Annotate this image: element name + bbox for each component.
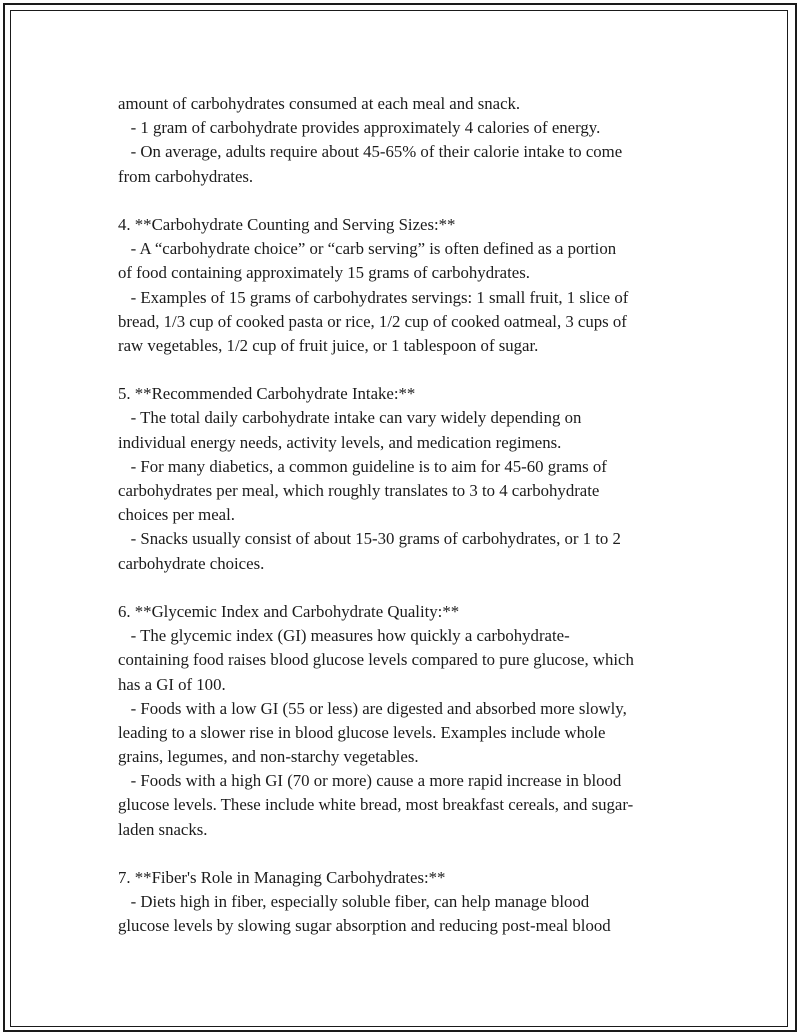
text-line: - A “carbohydrate choice” or “carb serving” is often defined as a portion bbox=[118, 239, 617, 259]
document-body bbox=[118, 92, 688, 939]
text-line: - On average, adults require about 45-65% of their calorie intake to come bbox=[118, 142, 623, 162]
text-line: 6. **Glycemic Index and Carbohydrate Quality:** bbox=[118, 601, 460, 621]
text-line: 5. **Recommended Carbohydrate Intake:** bbox=[118, 384, 416, 404]
text-line: from carbohydrates. bbox=[118, 166, 254, 186]
text-line: bread, 1/3 cup of cooked pasta or rice, 1/2 cup of cooked oatmeal, 3 cups of bbox=[118, 311, 627, 331]
text-line: - Diets high in fiber, especially soluble fiber, can help manage blood bbox=[118, 892, 590, 912]
paragraph-spacer bbox=[118, 358, 688, 382]
text-line: - Examples of 15 grams of carbohydrates servings: 1 small fruit, 1 slice of bbox=[118, 287, 629, 307]
text-line: - Foods with a high GI (70 or more) cause a more rapid increase in blood bbox=[118, 771, 622, 791]
text-line: - Snacks usually consist of about 15-30 grams of carbohydrates, or 1 to 2 bbox=[118, 529, 621, 549]
text-line: glucose levels. These include white bread, most breakfast cereals, and sugar- bbox=[118, 795, 634, 815]
text-line: - The total daily carbohydrate intake can vary widely depending on bbox=[118, 408, 582, 428]
text-line: - For many diabetics, a common guideline is to aim for 45-60 grams of bbox=[118, 456, 607, 476]
paragraph-spacer bbox=[118, 842, 688, 866]
text-line: - 1 gram of carbohydrate provides approximately 4 calories of energy. bbox=[118, 118, 601, 138]
text-line: grains, legumes, and non-starchy vegetables. bbox=[118, 747, 419, 767]
text-line: 7. **Fiber's Role in Managing Carbohydrates:** bbox=[118, 868, 446, 887]
text-line: - The glycemic index (GI) measures how quickly a carbohydrate- bbox=[118, 626, 570, 646]
text-line: raw vegetables, 1/2 cup of fruit juice, or 1 tablespoon of sugar. bbox=[118, 335, 539, 355]
paragraph-spacer bbox=[118, 189, 688, 213]
paragraph-spacer bbox=[118, 576, 688, 600]
text-line: glucose levels by slowing sugar absorption and reducing post-meal blood bbox=[118, 916, 611, 936]
text-line: of food containing approximately 15 grams of carbohydrates. bbox=[118, 263, 530, 283]
text-line: 4. **Carbohydrate Counting and Serving Sizes:** bbox=[118, 214, 456, 234]
text-line: - Foods with a low GI (55 or less) are digested and absorbed more slowly, bbox=[118, 698, 627, 718]
text-line: amount of carbohydrates consumed at each meal and snack. bbox=[118, 94, 521, 113]
text-line: has a GI of 100. bbox=[118, 674, 226, 694]
text-line: individual energy needs, activity levels, and medication regimens. bbox=[118, 432, 562, 452]
text-line: choices per meal. bbox=[118, 505, 235, 525]
text-line: leading to a slower rise in blood glucose levels. Examples include whole bbox=[118, 722, 606, 742]
text-line: carbohydrates per meal, which roughly translates to 3 to 4 carbohydrate bbox=[118, 481, 600, 500]
text-line: carbohydrate choices. bbox=[118, 553, 265, 573]
text-line: containing food raises blood glucose levels compared to pure glucose, which bbox=[118, 650, 634, 670]
text-line: laden snacks. bbox=[118, 819, 208, 839]
